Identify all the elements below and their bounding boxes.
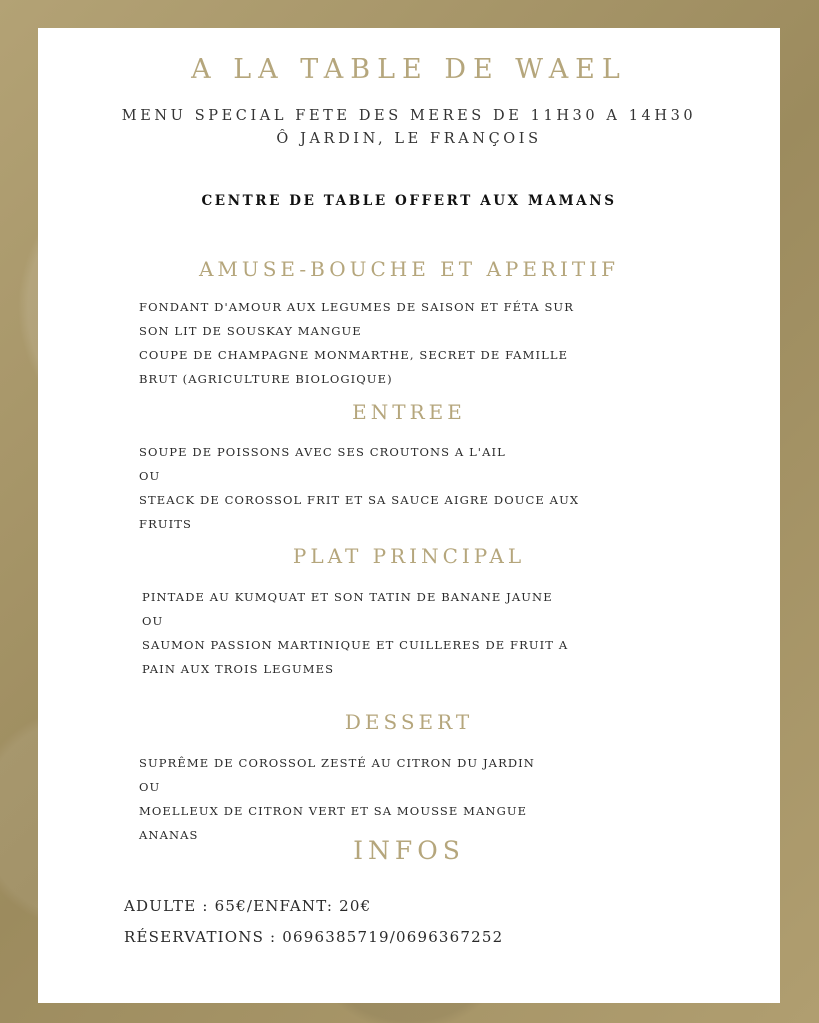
menu-item: PINTADE AU KUMQUAT ET SON TATIN DE BANANE JAUNE (142, 590, 553, 604)
location-subtitle: Ô JARDIN, LE FRANÇOIS (276, 131, 542, 147)
reservation-info: RÉSERVATIONS : 0696385719/0696367252 (124, 928, 504, 946)
section-title-dessert: DESSERT (344, 710, 474, 734)
menu-card (38, 28, 780, 1003)
menu-item: FONDANT D'AMOUR AUX LEGUMES DE SAISON ET FÉTA SUR (139, 300, 574, 314)
menu-item: BRUT (AGRICULTURE BIOLOGIQUE) (139, 372, 393, 386)
menu-item: PAIN AUX TROIS LEGUMES (142, 662, 335, 676)
menu-item: SOUPE DE POISSONS AVEC SES CROUTONS A L'AIL (139, 445, 506, 459)
price-info: ADULTE : 65€/ENFANT: 20€ (124, 897, 372, 915)
menu-item-or: OU (142, 614, 164, 628)
section-title-amuse-bouche: AMUSE-BOUCHE ET APERITIF (198, 257, 620, 281)
menu-item: SON LIT DE SOUSKAY MANGUE (139, 324, 362, 338)
offer-highlight: CENTRE DE TABLE OFFERT AUX MAMANS (201, 193, 617, 209)
section-title-infos: INFOS (353, 836, 465, 865)
menu-item: FRUITS (139, 517, 193, 531)
menu-item-or: OU (139, 469, 161, 483)
menu-item: ANANAS (139, 828, 199, 842)
event-subtitle: MENU SPECIAL FETE DES MERES DE 11H30 A 14H30 (121, 108, 697, 124)
menu-item: STEACK DE COROSSOL FRIT ET SA SAUCE AIGRE DOUCE AUX (139, 493, 580, 507)
restaurant-title: A LA TABLE DE WAEL (191, 54, 627, 85)
menu-item: SAUMON PASSION MARTINIQUE ET CUILLERES DE FRUIT A (142, 638, 569, 652)
section-title-plat-principal: PLAT PRINCIPAL (292, 544, 526, 568)
menu-item: SUPRÊME DE COROSSOL ZESTÉ AU CITRON DU JARDIN (139, 756, 535, 770)
menu-item: COUPE DE CHAMPAGNE MONMARTHE, SECRET DE FAMILLE (139, 348, 569, 362)
menu-item: MOELLEUX DE CITRON VERT ET SA MOUSSE MANGUE (139, 804, 528, 818)
menu-item-or: OU (139, 780, 161, 794)
section-title-entree: ENTREE (352, 400, 466, 424)
